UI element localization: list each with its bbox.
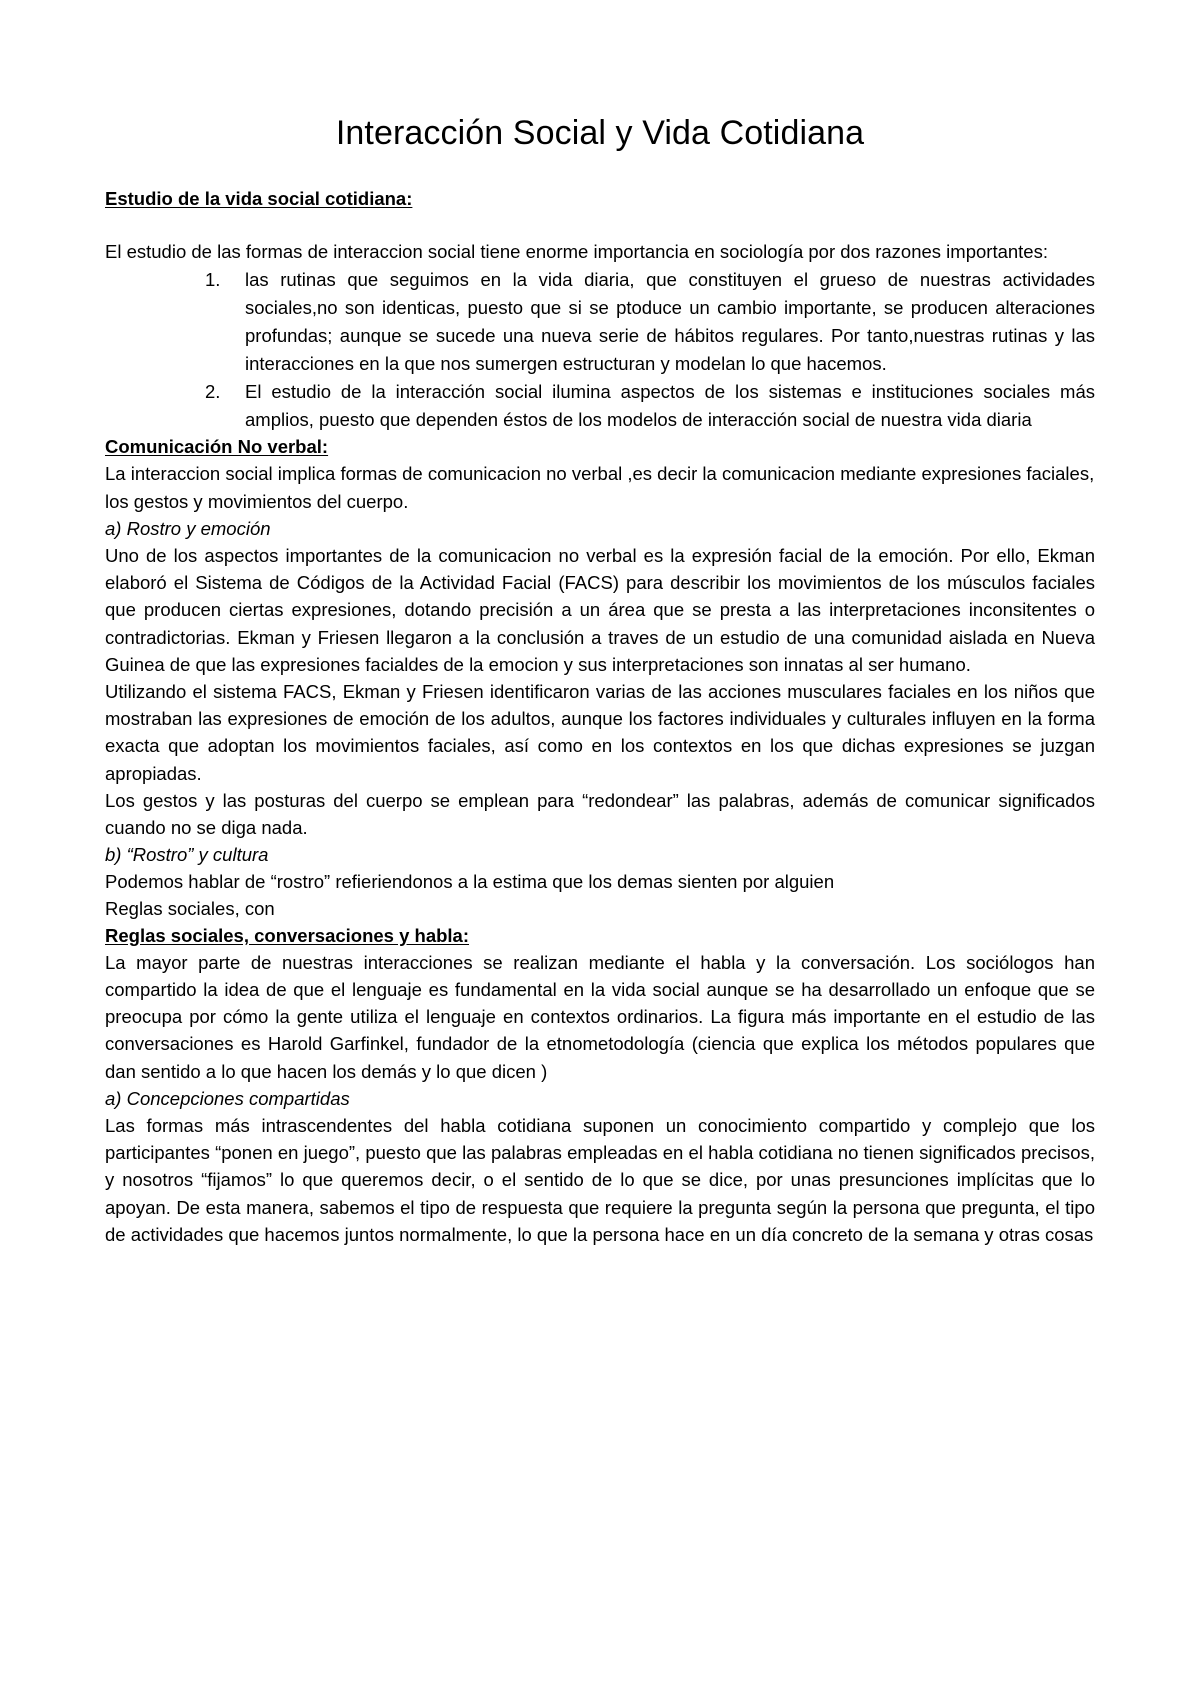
- subheading-concepciones-compartidas: a) Concepciones compartidas: [105, 1087, 350, 1109]
- paragraph-reglas-1: La mayor parte de nuestras interacciones se realizan mediante el habla y la conversación. Los sociólogos han compartido la idea de que el lenguaje es fundamental en la vida social aunque se ha desarrollado un enfoque que se preocupa por cómo la gente utiliza el lenguaje en contextos ordinarios. La figura más importante en el estudio de las conversaciones es Harold Garfinkel, fundador de la etnometodología (ciencia que explica los métodos populares que dan sentido a lo que hacen los demás y lo que dicen ): [105, 951, 1095, 1082]
- heading-estudio-vida-social: Estudio de la vida social cotidiana:: [105, 188, 413, 210]
- paragraph-estudio-intro: El estudio de las formas de interaccion social tiene enorme importancia en sociología por dos razones importantes:: [105, 241, 1048, 263]
- paragraph-comunicacion-intro: La interaccion social implica formas de comunicacion no verbal ,es decir la comunicacion mediante expresiones faciales, los gestos y movimientos del cuerpo.: [105, 463, 1095, 512]
- paragraph-comunicacion-4: Podemos hablar de “rostro” refieriendonos a la estima que los demas sienten por alguien: [105, 871, 835, 893]
- paragraph-spacer: [105, 212, 1095, 238]
- section-comunicacion-no-verbal: [105, 434, 1095, 922]
- list-item: [105, 266, 1095, 378]
- list-razones-importantes: [105, 266, 1095, 435]
- paragraph-comunicacion-1: Uno de los aspectos importantes de la comunicacion no verbal es la expresión facial de la emoción. Por ello, Ekman elaboró el Sistema de Códigos de la Actividad Facial (FACS) para describir los movimientos de los músculos faciales que producen ciertas expresiones, dotando precisión a un área que se presta a las interpretaciones inconsitentes o contradictorias. Ekman y Friesen llegaron a la conclusión a traves de un estudio de una comunidad aislada en Nueva Guinea de que las expresiones facialdes de la emocion y sus interpretaciones son innatas al ser humano.: [105, 545, 1095, 675]
- list-item-text: El estudio de la interacción social ilumina aspectos de los sistemas e instituciones sociales más amplios, puesto que dependen éstos de los modelos de interacción social de nuestra vida diaria: [245, 380, 1095, 431]
- paragraph-comunicacion-3: Los gestos y las posturas del cuerpo se emplean para “redondear” las palabras, además de comunicar significados cuando no se diga nada.: [105, 789, 1095, 838]
- heading-comunicacion-no-verbal: Comunicación No verbal:: [105, 436, 329, 458]
- paragraph-reglas-2: Las formas más intrascendentes del habla cotidiana suponen un conocimiento compartido y complejo que los participantes “ponen en juego”, puesto que las palabras empleadas en el habla cotidiana no tienen significados precisos, y nosotros “fijamos” lo que queremos decir, o el sentido de lo que se dice, por unas presunciones implícitas que lo apoyan. De esta manera, sabemos el tipo de respuesta que requiere la pregunta según la persona que pregunta, el tipo de actividades que hacemos juntos normalmente, lo que la persona hace en un día concreto de la semana y otras cosas: [105, 1115, 1095, 1245]
- section-estudio-vida-social: [105, 186, 1095, 434]
- subheading-rostro-y-cultura: b) “Rostro” y cultura: [105, 844, 269, 866]
- list-item-text: las rutinas que seguimos en la vida diaria, que constituyen el grueso de nuestras actividades sociales,no son identicas, puesto que si se ptoduce un cambio importante, se producen alteraciones profundas; aunque se sucede una nueva serie de hábitos regulares. Por tanto,nuestras rutinas y las interacciones en la que nos sumergen estructuran y modelan lo que hacemos.: [245, 268, 1095, 374]
- paragraph-comunicacion-5: Reglas sociales, con: [105, 898, 275, 920]
- section-reglas-sociales: [105, 923, 1095, 1248]
- paragraph-comunicacion-2: Utilizando el sistema FACS, Ekman y Friesen identificaron varias de las acciones musculares faciales en los niños que mostraban las expresiones de emoción de los adultos, aunque los factores individuales y culturales influyen en la forma exacta que adoptan los movimientos faciales, así como en los contextos en los que dichas expresiones se juzgan apropiadas.: [105, 680, 1095, 784]
- page-title: Interacción Social y Vida Cotidiana: [335, 114, 865, 152]
- heading-reglas-sociales: Reglas sociales, conversaciones y habla:: [105, 924, 470, 946]
- list-item: [105, 378, 1095, 434]
- subheading-rostro-y-emocion: a) Rostro y emoción: [105, 517, 271, 539]
